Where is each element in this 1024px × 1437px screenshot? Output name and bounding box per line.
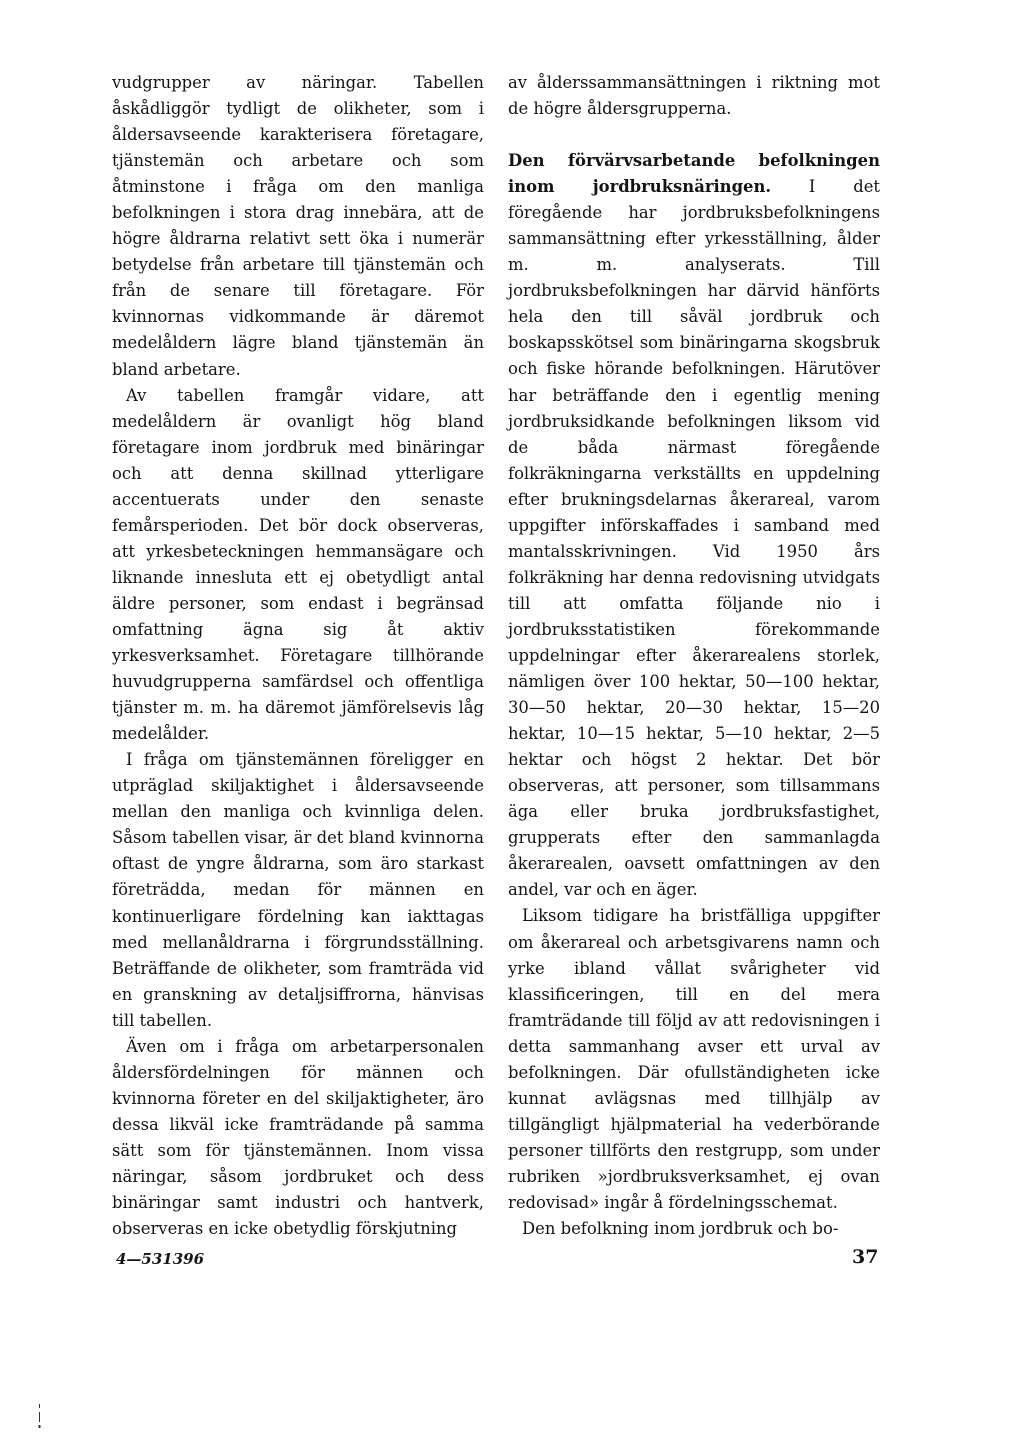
page-number: 37 bbox=[852, 1246, 879, 1268]
left-column bbox=[112, 70, 484, 1242]
section-paragraph bbox=[508, 148, 880, 903]
paragraph: Även om i fråga om arbetarpersonalen åldersfördelningen för männen och kvinnorna företer en del skiljaktigheter, äro dessa likväl icke framträdande på samma sätt som för tjänstemännen. Inom vissa näringar, såsom jordbruket och dess binäringar samt industri och hantverk, observeras en icke obetydlig förskjutning bbox=[112, 1036, 484, 1239]
paragraph: av ålderssammansättningen i riktning mot de högre åldersgrupperna. bbox=[508, 73, 880, 119]
margin-mark-icon bbox=[38, 1404, 41, 1430]
paragraph: I fråga om tjänstemännen föreligger en utpräglad skiljaktighet i åldersavseende mellan den manliga och kvinnliga delen. Såsom tabellen visar, är det bland kvinnorna oftast de yngre åldrarna, som äro starkast företrädda, medan för männen en kontinuerligare fördelning kan iakttagas med mellanåldrarna i förgrundsställning. Beträffande de olikheter, som framträda vid en granskning av detaljsiffrorna, hänvisas till tabellen. bbox=[112, 750, 484, 1030]
paragraph: Liksom tidigare ha bristfälliga uppgifter om åkerareal och arbetsgivarens namn och yrke ibland vållat svårigheter vid klassificeringen, till en del mera framträdande till följd av att redovisningen i detta sammanhang avser ett urval av befolkningen. Där ofullständigheten icke kunnat avlägsnas med tillhjälp av tillgängligt hjälpmaterial ha vederbörande personer tillförts den restgrupp, som under rubriken »jordbruksverksamhet, ej ovan redovisad» ingår å fördelningsschemat. bbox=[508, 906, 880, 1212]
margin-mark bbox=[38, 1404, 41, 1430]
right-column bbox=[508, 70, 880, 1242]
paragraph: Av tabellen framgår vidare, att medelåldern är ovanligt hög bland företagare inom jordbruk med binäringar och att denna skillnad ytterligare accentuerats under den senaste femårsperioden. Det bör dock observeras, att yrkesbeteckningen hemmansägare och liknande innesluta ett ej obetydligt antal äldre personer, som endast i begränsad omfattning ägna sig åt aktiv yrkesverksamhet. Företagare tillhörande huvudgrupperna samfärdsel och offentliga tjänster m. m. ha däremot jämförelsevis låg medelålder. bbox=[112, 385, 484, 744]
print-code: 4—531396 bbox=[116, 1250, 205, 1268]
section-heading: Den förvärvsarbetande befolkningen inom jordbruksnäringen. bbox=[508, 151, 880, 197]
paragraph: Den befolkning inom jordbruk och bo- bbox=[522, 1219, 839, 1239]
paragraph: vudgrupper av näringar. Tabellen åskådliggör tydligt de olikheter, som i åldersavseende karakterisera företagare, tjänstemän och arbetare och som åtminstone i fråga om den manliga befolkningen i stora drag innebära, att de högre åldrarna relativt sett öka i numerär betydelse från arbetare till tjänstemän och från de senare till företagare. För kvinnornas vidkommande är däremot medelåldern lägre bland tjänstemän än bland arbetare. bbox=[112, 73, 484, 379]
section-text: I det föregående har jordbruksbefolkningens sammansättning efter yrkesställning, ålder m. m. analyserats. Till jordbruksbefolkningen har därvid hänförts hela den till såväl jordbruk och boskapsskötsel som binäringarna skogsbruk och fiske hörande befolkningen. Härutöver har beträffande den i egentlig mening jordbruksidkande befolkningen liksom vid de båda närmast föregående folkräkningarna verkställts en uppdelning efter brukningsdelarnas åkerareal, varom uppgifter införskaffades i samband med mantalsskrivningen. Vid 1950 års folkräkning har denna redovisning utvidgats till att omfatta följande nio i jordbruksstatistiken förekommande uppdelningar efter åkerarealens storlek, nämligen över 100 hektar, 50—100 hektar, 30—50 hektar, 20—30 hektar, 15—20 hektar, 10—15 hektar, 5—10 hektar, 2—5 hektar och högst 2 hektar. Det bör observeras, att personer, som tillsammans äga eller bruka jordbruksfastighet, grupperats efter den sammanlagda åkerarealen, oavsett omfattningen av den andel, var och en äger. bbox=[508, 177, 880, 900]
